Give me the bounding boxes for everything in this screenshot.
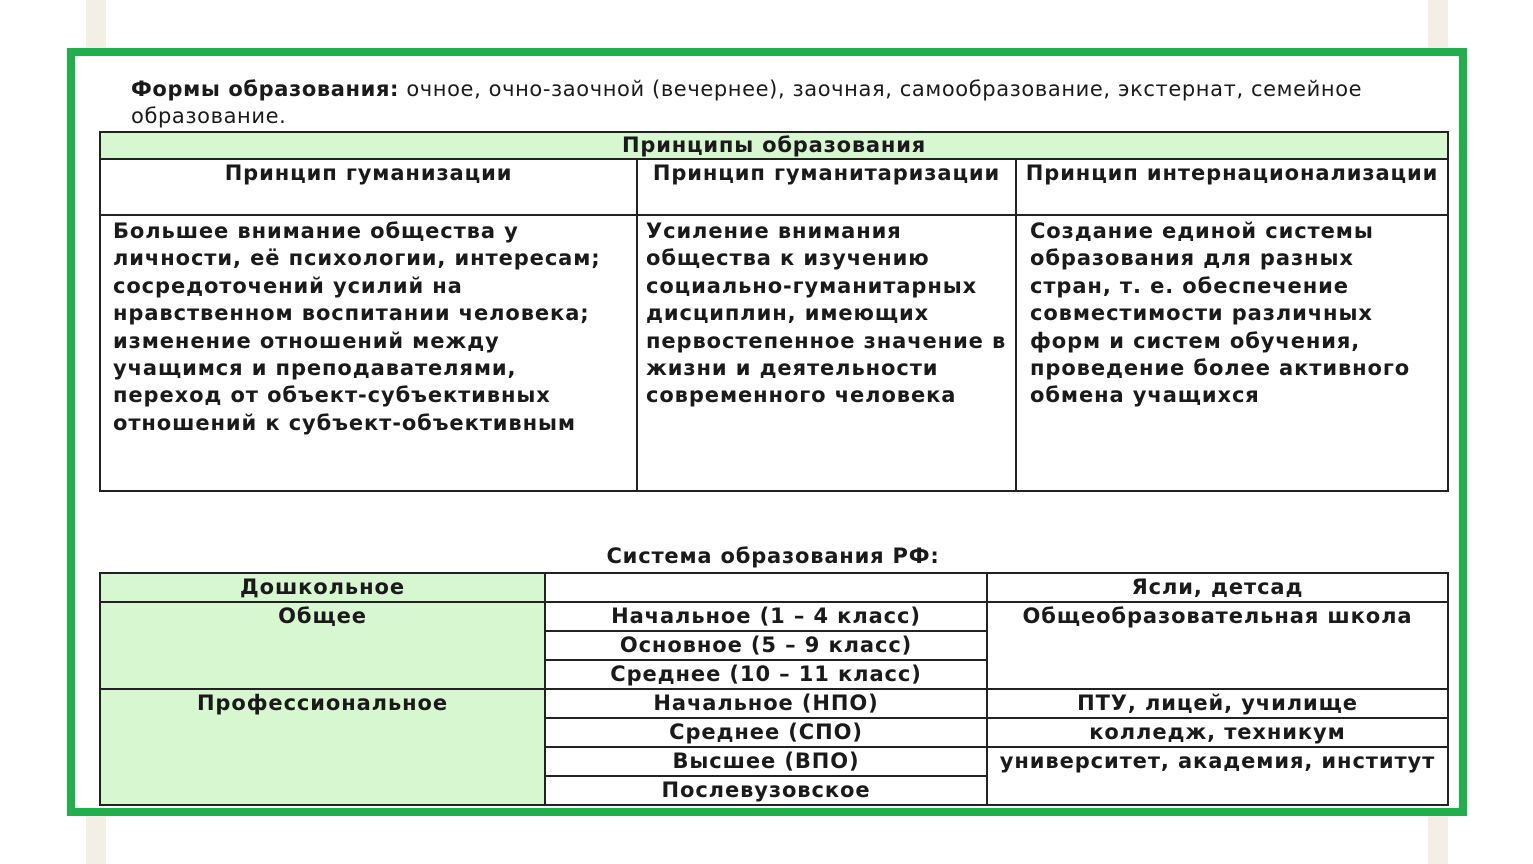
stage-preschool	[545, 573, 987, 602]
education-system-table	[99, 572, 1449, 806]
principle-body-internationalization: Создание единой системы образования для разных стран, т. е. обеспечение совместимости различных форм и систем обучения, проведение более активного обмена учащихся	[1016, 215, 1448, 491]
stage-professional-spo: Среднее (СПО)	[545, 718, 987, 747]
principles-table	[99, 131, 1449, 492]
institution-general: Общеобразовательная школа	[987, 602, 1448, 689]
principle-header-internationalization: Принцип интернационализации	[1016, 159, 1448, 215]
level-professional: Профессиональное	[100, 689, 545, 805]
system-title: Система образования РФ:	[606, 544, 940, 568]
stage-professional-vpo: Высшее (ВПО)	[545, 747, 987, 776]
stage-professional-npo: Начальное (НПО)	[545, 689, 987, 718]
stage-professional-postgraduate: Послевузовское	[545, 776, 987, 805]
stage-general-basic: Основное (5 – 9 класс)	[545, 631, 987, 660]
education-forms-list: очное, очно-заочной (вечернее), заочная, самообразование, экстернат, семейное образование.	[131, 77, 1363, 128]
institution-professional-spo: колледж, техникум	[987, 718, 1448, 747]
principle-body-humanitarization: Усиление внимания общества к изучению социально-гуманитарных дисциплин, имеющих первостепенное значение в жизни и деятельности современного человека	[637, 215, 1016, 491]
stage-general-primary: Начальное (1 – 4 класс)	[545, 602, 987, 631]
stage-general-secondary: Среднее (10 – 11 класс)	[545, 660, 987, 689]
level-preschool: Дошкольное	[100, 573, 545, 602]
principle-body-humanization: Большее внимание общества у личности, её психологии, интересам; сосредоточений усилий на нравственном воспитании человека; изменение отношений между учащимся и преподавателями, переход от объект-субъективных отношений к субъект-объективным	[100, 215, 637, 491]
institution-preschool: Ясли, детсад	[987, 573, 1448, 602]
institution-professional-npo: ПТУ, лицей, училище	[987, 689, 1448, 718]
principle-header-humanitarization: Принцип гуманитаризации	[637, 159, 1016, 215]
education-forms-label: Формы образования:	[131, 77, 400, 101]
principle-header-humanization: Принцип гуманизации	[100, 159, 637, 215]
slide-frame	[67, 48, 1467, 816]
level-general: Общее	[100, 602, 545, 689]
education-forms-text	[131, 76, 1431, 130]
institution-professional-vpo: университет, академия, институт	[987, 747, 1448, 805]
principles-title: Принципы образования	[100, 132, 1448, 159]
